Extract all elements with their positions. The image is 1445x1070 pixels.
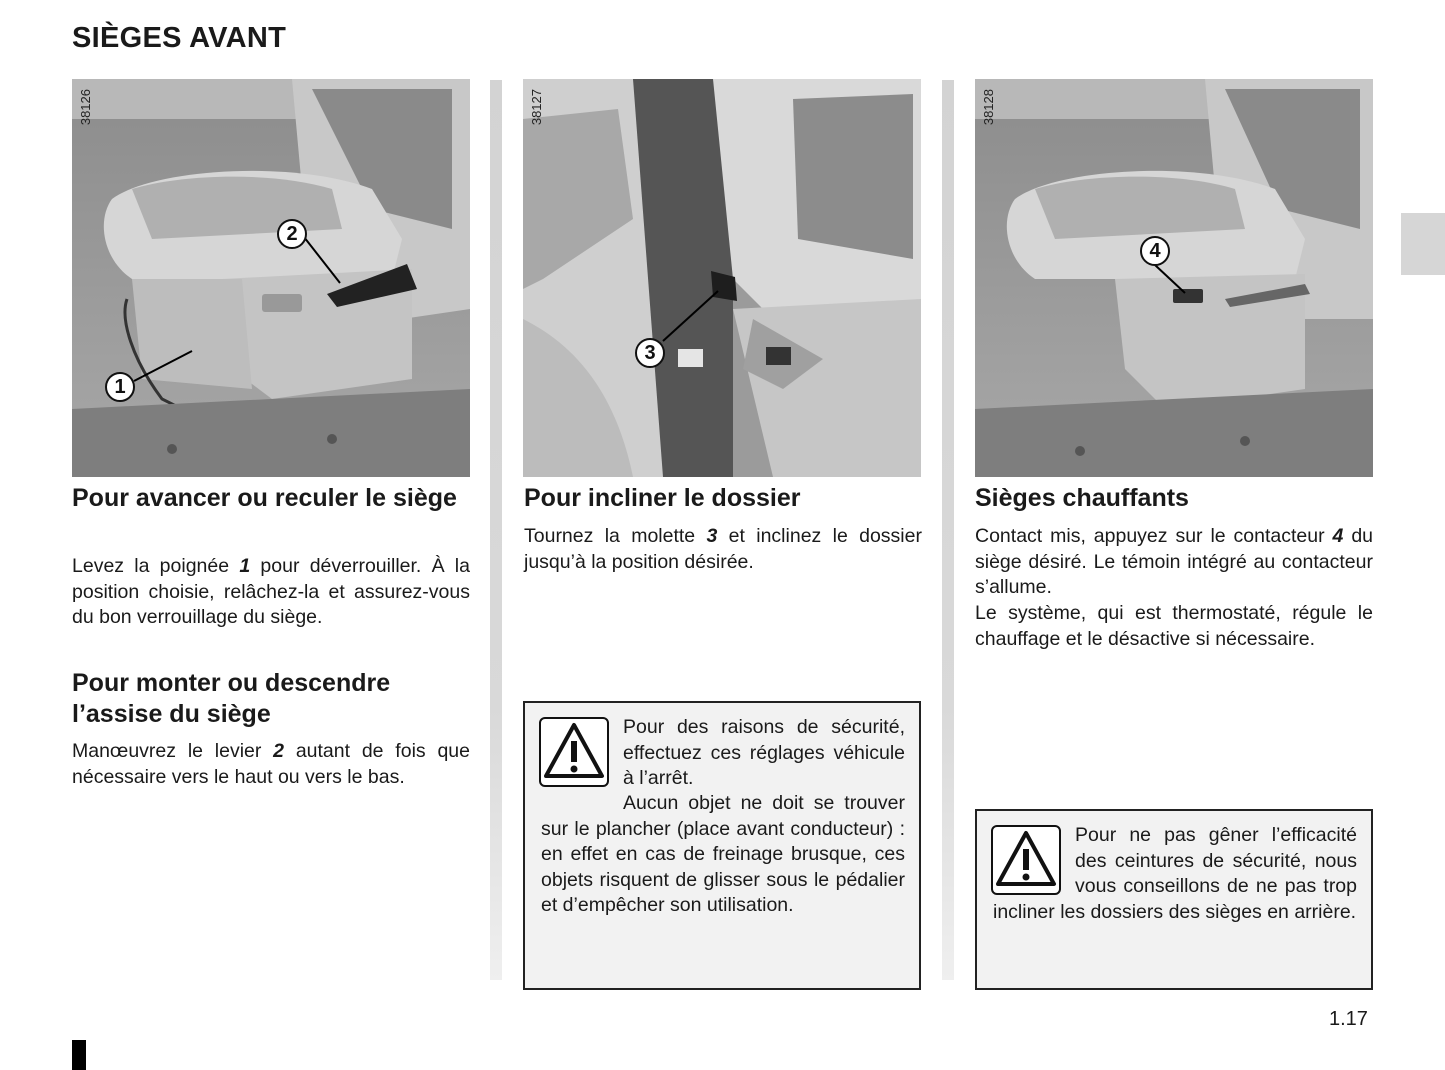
bottom-margin-mark — [72, 1040, 86, 1070]
warning-triangle-icon — [539, 717, 609, 787]
callout-2: 2 — [277, 219, 307, 249]
seat-photo-3 — [975, 79, 1373, 477]
seat-photo-1 — [72, 79, 470, 477]
seat-illustration — [523, 79, 921, 477]
recline-text: Tournez la molette 3 et inclinez le dossier jusqu’à la position désirée. — [524, 525, 922, 573]
belt-warning-text: Pour ne pas gêner l’efficacité des ceintures de sécurité, nous vous conseillons de ne pas trop incliner les dossiers des sièges en arrière. — [993, 824, 1357, 923]
belt-warning-box — [975, 809, 1373, 990]
column-separator — [490, 80, 502, 980]
safety-warning-box — [523, 701, 921, 990]
page-title: SIÈGES AVANT — [72, 22, 287, 54]
section-thumb-tab — [1401, 213, 1445, 275]
photo-reference: 38126 — [78, 89, 93, 126]
callout-3: 3 — [635, 338, 665, 368]
photo-reference: 38128 — [981, 89, 996, 126]
heading-seat-height: Pour monter ou descendre l’assise du siège — [72, 669, 391, 728]
warning-text-1: Pour des raisons de sécurité, effectuez ces réglages véhicule à l’arrêt. — [623, 716, 905, 789]
seat-height-text: Manœuvrez le levier 2 autant de fois que nécessaire vers le haut ou vers le bas. — [72, 740, 470, 788]
seat-illustration — [72, 79, 470, 477]
callout-4: 4 — [1140, 236, 1170, 266]
move-seat-text: Levez la poignée 1 pour déverrouiller. À la position choisie, relâchez-la et assurez-vous du bon verrouillage du siège. — [72, 555, 470, 628]
seat-illustration — [975, 79, 1373, 477]
heated-seats-text: Contact mis, appuyez sur le contacteur 4 du siège désiré. Le témoin intégré au contacteur s’allume. — [975, 525, 1374, 598]
warning-text-2: Aucun objet ne doit se trouver sur le plancher (place avant conducteur) : en effet en cas de freinage brusque, ces objets risquent de glisser sous le pédalier et d’empêcher son utilisation. — [541, 792, 905, 916]
callout-1: 1 — [105, 372, 135, 402]
heading-heated-seats: Sièges chauffants — [975, 484, 1189, 512]
ref-4: 4 — [1332, 525, 1344, 547]
seat-photo-2 — [523, 79, 921, 477]
heated-seats-system-text: Le système, qui est thermostaté, régule le chauffage et le désactive si nécessaire. — [975, 602, 1373, 650]
photo-reference: 38127 — [529, 89, 544, 126]
column-separator — [942, 80, 954, 980]
heading-recline: Pour incliner le dossier — [524, 484, 801, 512]
page-number: 1.17 — [1329, 1008, 1368, 1030]
ref-3: 3 — [706, 525, 718, 547]
ref-1: 1 — [239, 555, 251, 577]
heading-move-seat: Pour avancer ou reculer le siège — [72, 484, 457, 512]
ref-2: 2 — [273, 740, 285, 762]
